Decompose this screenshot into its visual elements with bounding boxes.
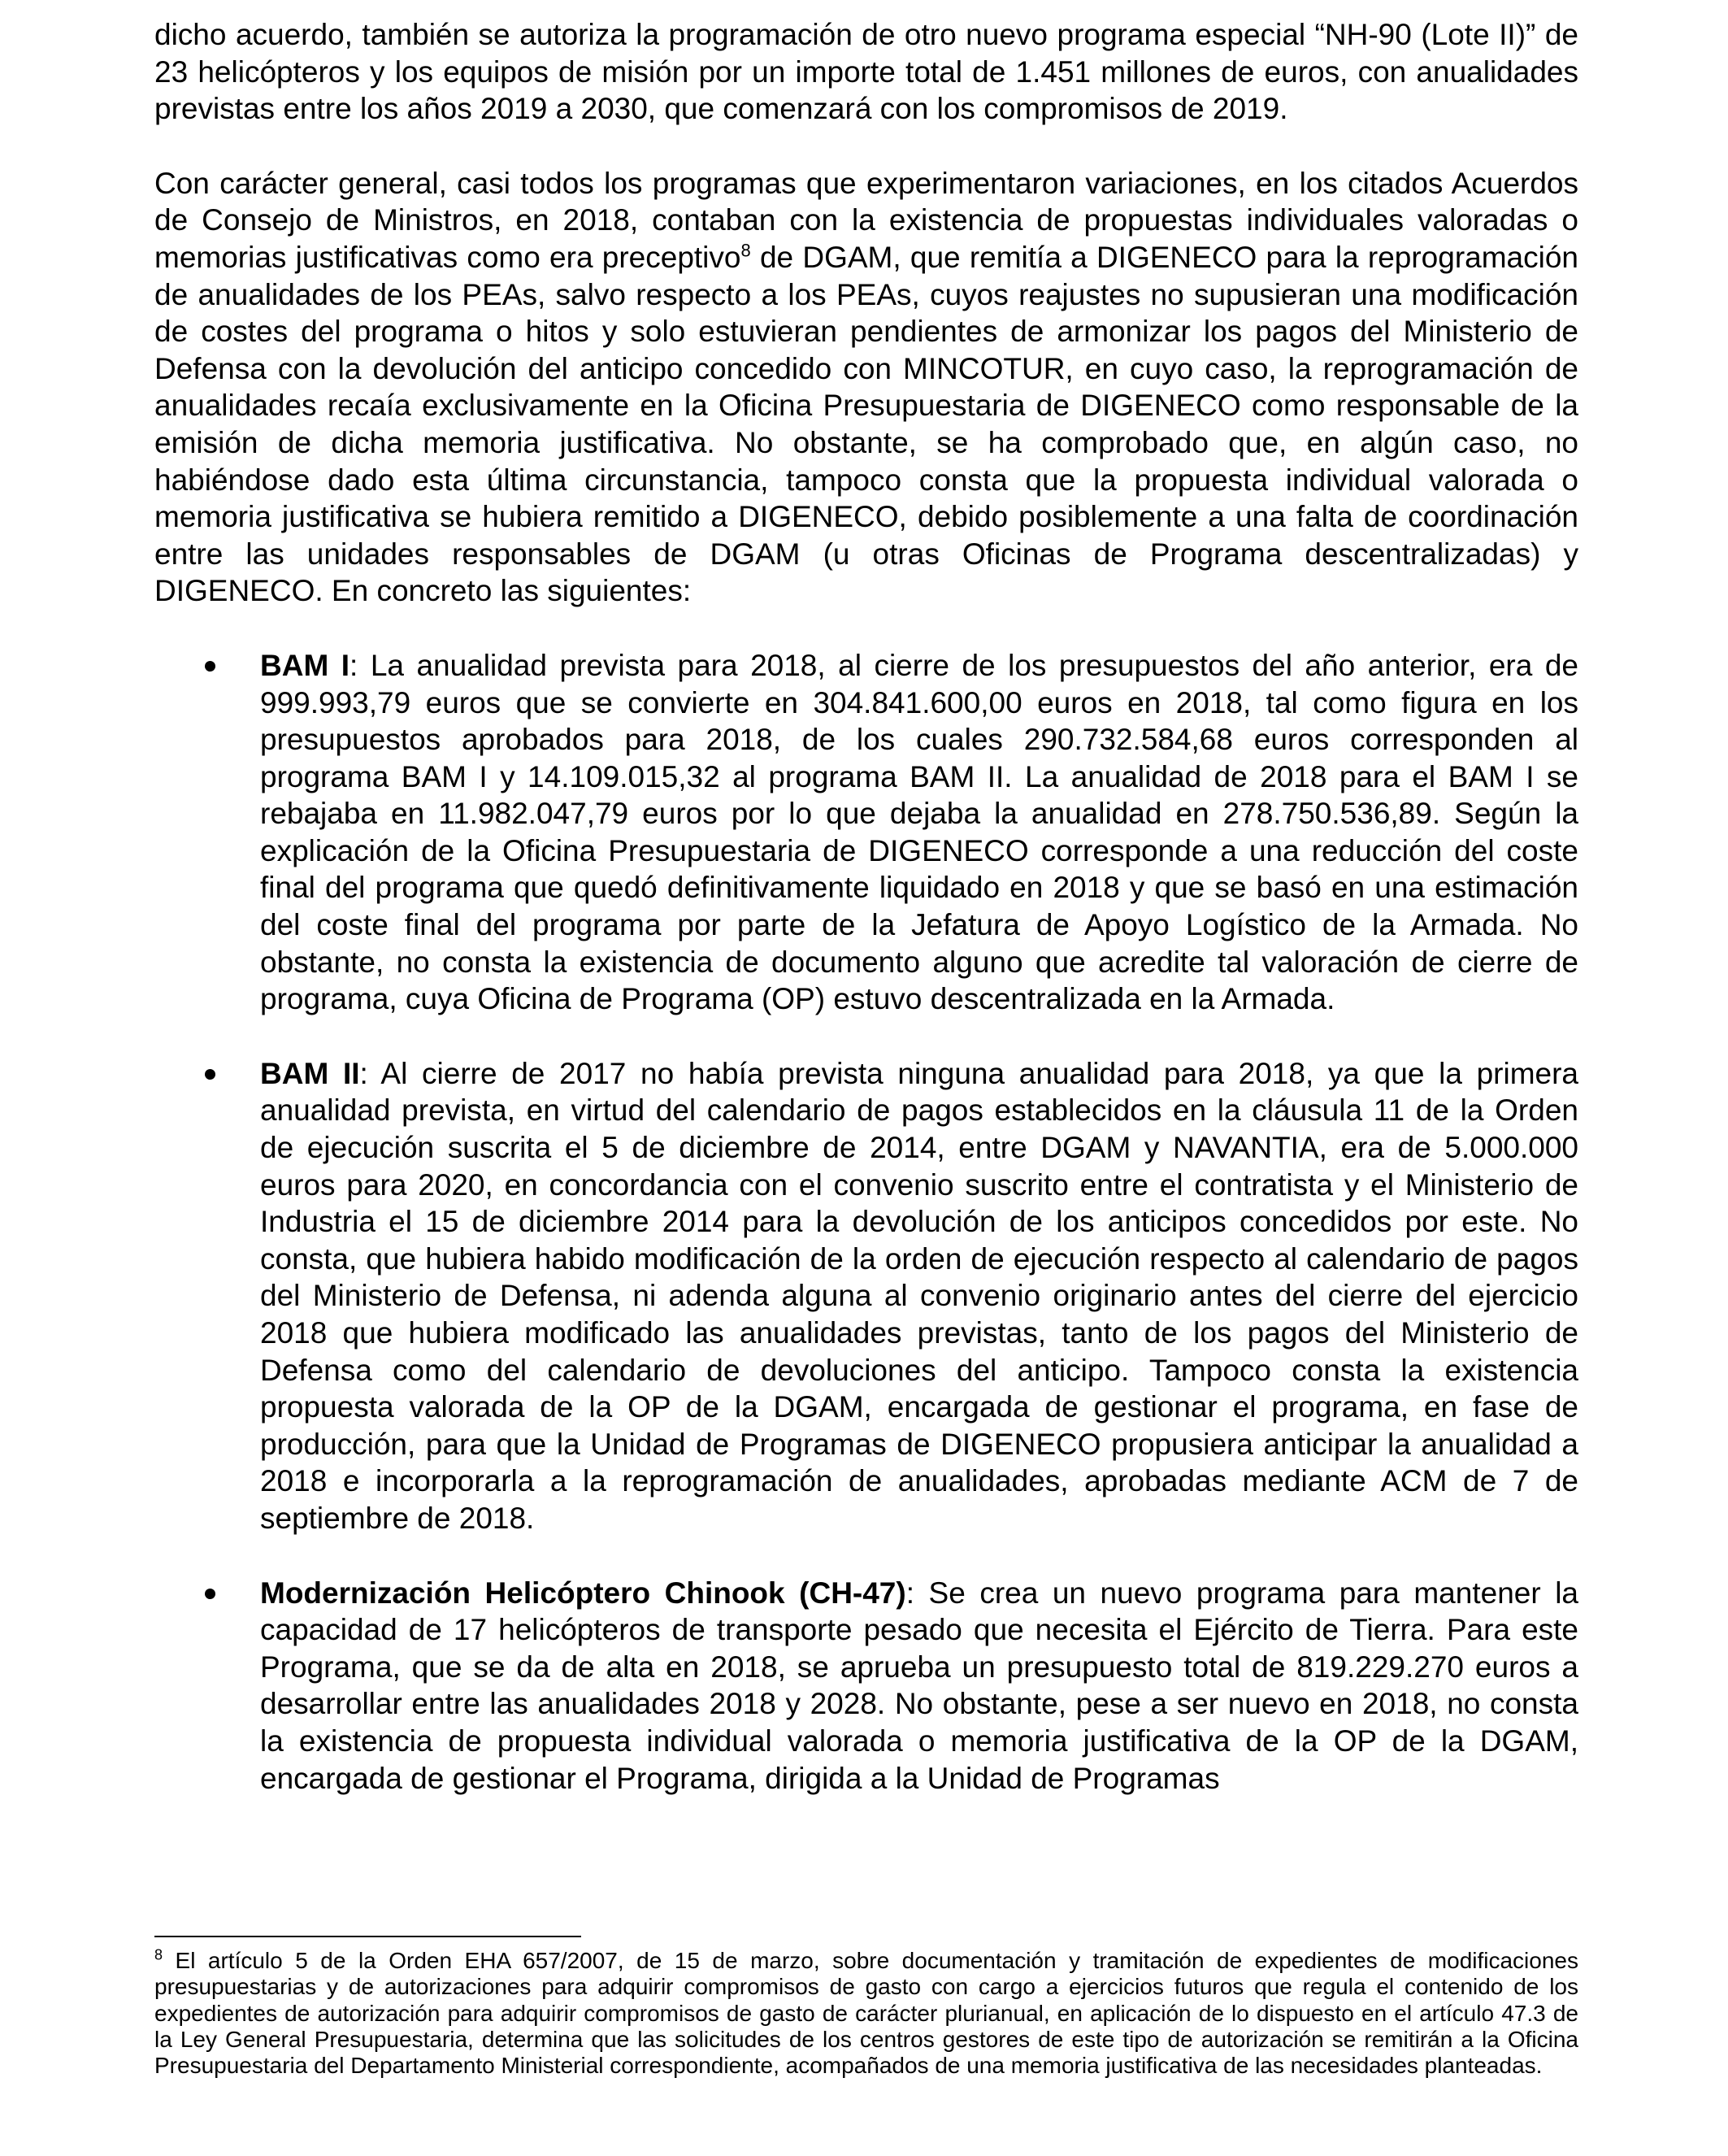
paragraph-general-text-start: Con carácter general, casi todos los programas que experimentaron variaciones, en los citados Acuerdos de Consejo de Ministros, en 2018, contaban con la existencia de propuestas individuales valoradas o memorias justificativas como era preceptivo — [154, 166, 1578, 274]
list-item — [154, 647, 1578, 1018]
footnote-reference[interactable]: 8 — [740, 240, 751, 261]
list-item-title: Modernización Helicóptero Chinook (CH-47) — [260, 1576, 906, 1610]
list-item-text: : Al cierre de 2017 no había prevista ninguna anualidad para 2018, ya que la primera anualidad prevista, en virtud del calendario de pagos establecidos en la cláusula 11 de la Orden de ejecución suscrita el 5 de diciembre de 2014, entre DGAM y NAVANTIA, era de 5.000.000 euros para 2020, en concordancia con el convenio suscrito entre el contratista y el Ministerio de Industria el 15 de diciembre 2014 para la devolución de los anticipos concedidos por este. No consta, que hubiera habido modificación de la orden de ejecución respecto al calendario de pagos del Ministerio de Defensa, ni adenda alguna al convenio originario antes del cierre del ejercicio 2018 que hubiera modificado las anualidades previstas, tanto de los pagos del Ministerio de Defensa como del calendario de devoluciones del anticipo. Tampoco consta la existencia propuesta valorada de la OP de la DGAM, encargada de gestionar el programa, en fase de producción, para que la Unidad de Programas de DIGENECO propusiera anticipar la anualidad a 2018 e incorporarla a la reprogramación de anualidades, aprobadas mediante ACM de 7 de septiembre de 2018. — [260, 1056, 1578, 1535]
paragraph-intro — [154, 16, 1578, 128]
footnote-text: El artículo 5 de la Orden EHA 657/2007, de 15 de marzo, sobre documentación y tramitación de expedientes de modificaciones presupuestarias y de autorizaciones para adquirir compromisos de gasto con cargo a ejercicios futuros que regula el contenido de los expedientes de autorización para adquirir compromisos de gasto de carácter plurianual, en aplicación de lo dispuesto en el artículo 47.3 de la Ley General Presupuestaria, determina que las solicitudes de los centros gestores de este tipo de autorización se remitirán a la Oficina Presupuestaria del Departamento Ministerial correspondiente, acompañados de una memoria justificativa de las necesidades planteadas. — [154, 1948, 1578, 2079]
list-item-title: BAM I — [260, 648, 350, 682]
document-page — [154, 16, 1578, 1797]
list-item — [154, 1055, 1578, 1537]
footnote-marker: 8 — [154, 1946, 163, 1963]
paragraph-intro-text: dicho acuerdo, también se autoriza la programación de otro nuevo programa especial “NH-90 (Lote II)” de 23 helicópteros y los equipos de misión por un importe total de 1.451 millones de euros, con anualidades previstas entre los años 2019 a 2030, que comenzará con los compromisos de 2019. — [154, 18, 1578, 126]
list-item-title: BAM II — [260, 1056, 360, 1090]
paragraph-general — [154, 165, 1578, 610]
footnote — [154, 1948, 1578, 2079]
list-item — [154, 1575, 1578, 1797]
footnote-separator — [154, 1936, 581, 1937]
bullet-icon — [205, 1069, 215, 1080]
bullet-icon — [205, 1589, 215, 1599]
list-item-text: : Se crea un nuevo programa para mantener la capacidad de 17 helicópteros de transporte pesado que necesita el Ejército de Tierra. Para este Programa, que se da de alta en 2018, se aprueba un presupuesto total de 819.229.270 euros a desarrollar entre las anualidades 2018 y 2028. No obstante, pese a ser nuevo en 2018, no consta la existencia de propuesta individual valorada o memoria justificativa de la OP de la DGAM, encargada de gestionar el Programa, dirigida a la Unidad de Programas — [260, 1576, 1579, 1795]
list-item-text: : La anualidad prevista para 2018, al cierre de los presupuestos del año anterior, era de 999.993,79 euros que se convierte en 304.841.600,00 euros en 2018, tal como figura en los presupuestos aprobados para 2018, de los cuales 290.732.584,68 euros corresponden al programa BAM I y 14.109.015,32 al programa BAM II. La anualidad de 2018 para el BAM I se rebajaba en 11.982.047,79 euros por lo que dejaba la anualidad en 278.750.536,89. Según la explicación de la Oficina Presupuestaria de DIGENECO corresponde a una reducción del coste final del programa que quedó definitivamente liquidado en 2018 y que se basó en una estimación del coste final del programa por parte de la Jefatura de Apoyo Logístico de la Armada. No obstante, no consta la existencia de documento alguno que acredite tal valoración de cierre de programa, cuya Oficina de Programa (OP) estuvo descentralizada en la Armada. — [260, 648, 1578, 1016]
paragraph-general-text-end: de DGAM, que remitía a DIGENECO para la reprogramación de anualidades de los PEAs, salvo respecto a los PEAs, cuyos reajustes no supusieran una modificación de costes del programa o hitos y solo estuvieran pendientes de armonizar los pagos del Ministerio de Defensa con la devolución del anticipo concedido con MINCOTUR, en cuyo caso, la reprogramación de anualidades recaía exclusivamente en la Oficina Presupuestaria de DIGENECO como responsable de la emisión de dicha memoria justificativa. No obstante, se ha comprobado que, en algún caso, no habiéndose dado esta última circunstancia, tampoco consta que la propuesta individual valorada o memoria justificativa se hubiera remitido a DIGENECO, debido posiblemente a una falta de coordinación entre las unidades responsables de DGAM (u otras Oficinas de Programa descentralizadas) y DIGENECO. En concreto las siguientes: — [154, 240, 1579, 608]
bullet-list — [154, 647, 1578, 1797]
bullet-icon — [205, 661, 215, 672]
